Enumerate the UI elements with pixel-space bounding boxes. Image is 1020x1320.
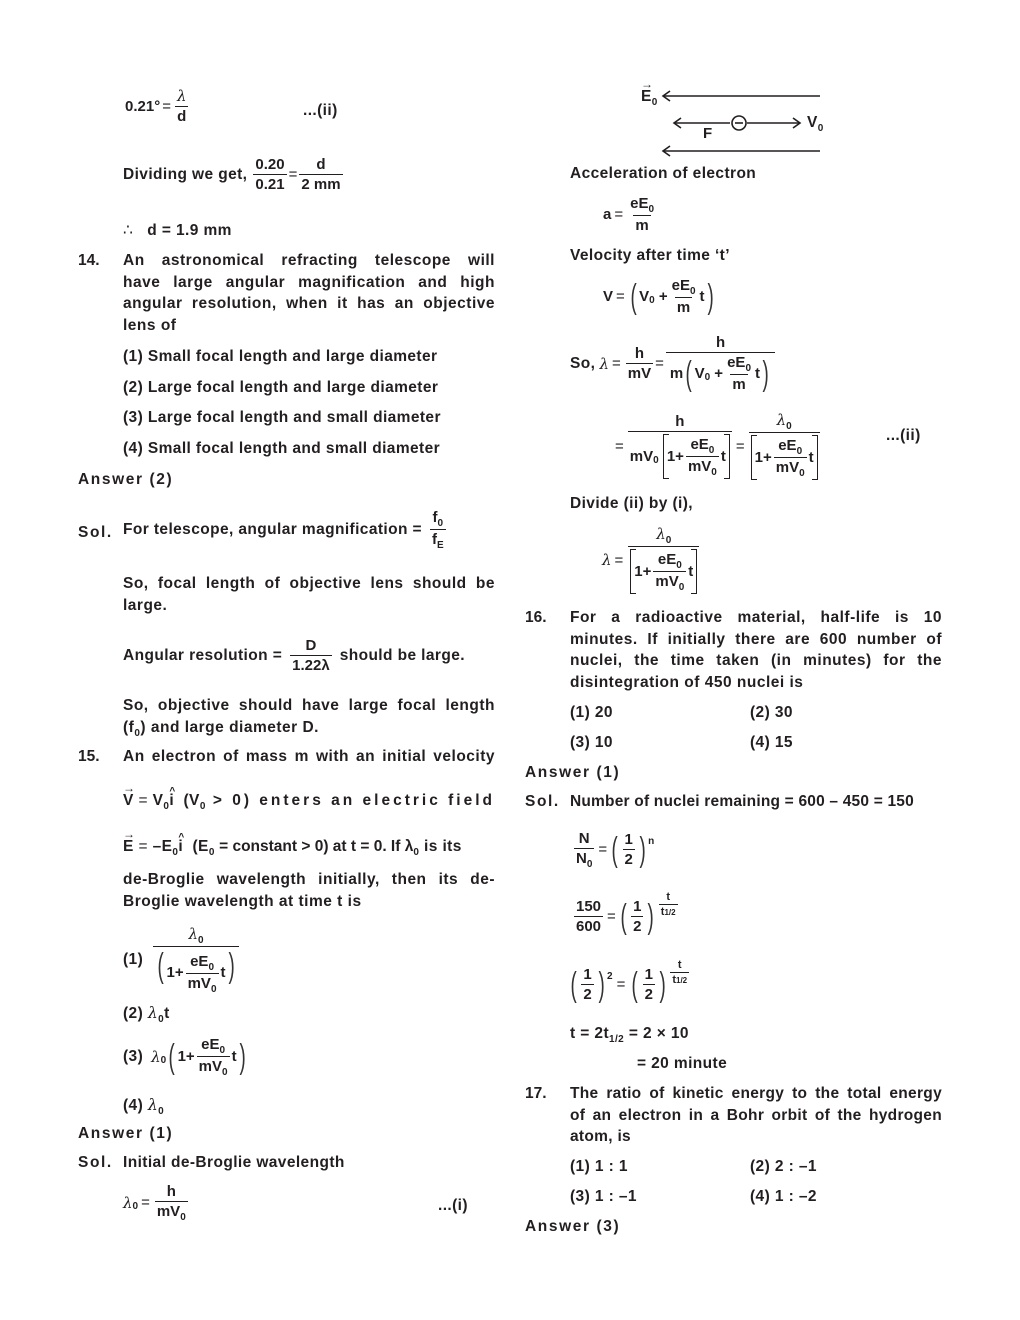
question-line: of an electron in a Bohr orbit of the hydrogen: [570, 1106, 942, 1124]
velocity-vector-line: → $V = V_0\^{}$ i ($V_0$ > 0) enters an electric field: [123, 790, 495, 814]
question-line: atom, is: [570, 1128, 631, 1145]
force-label: F: [703, 125, 713, 142]
velocity-equation: V = ( V 0 + $\frac{eE_0}{m}$ t ): [603, 277, 714, 316]
lambda-result: λ = $\lambda_0$ 1+ $\frac{eE_0}{mV_0}$ t: [602, 526, 701, 594]
option-text: Large focal length and large diameter: [147, 379, 439, 396]
option-label: (4): [750, 734, 771, 751]
subscript: 0: [817, 123, 824, 134]
option-expression: $\lambda_0$ ( 1+ $\frac{eE_0}{mV_0}$ t): [153, 926, 239, 994]
solution-line: large.: [123, 596, 168, 614]
option-label: (4): [123, 440, 144, 457]
text: (V: [183, 792, 200, 809]
magnification-text: For telescope, angular magnification =: [123, 520, 422, 538]
option-2[interactable]: [750, 702, 793, 724]
question-line: Broglie wavelength at time t is: [123, 892, 362, 910]
fraction: [290, 637, 332, 674]
option-label: (1): [123, 950, 144, 968]
option-label: (2): [750, 1158, 771, 1175]
question-line: nuclei, the time taken (in minutes) for the: [570, 652, 942, 669]
option-label: (1): [570, 1158, 591, 1175]
denominator: 1.22λ: [292, 657, 330, 674]
option-4[interactable]: [750, 1186, 817, 1208]
question-line: minutes. If initially there are 600 number of: [570, 630, 942, 648]
question-16-text: [570, 607, 942, 693]
option-text: 1 : –2: [774, 1188, 817, 1205]
option-label: (3): [123, 1047, 144, 1065]
subscript: E: [437, 540, 444, 551]
answer-label: Answer (1): [525, 764, 621, 781]
option-1[interactable]: [123, 346, 437, 368]
field-symbol: → E: [641, 86, 652, 108]
option-2[interactable]: [123, 377, 438, 399]
equation-i: λ 0 = $\frac{h}{mV_0}$: [123, 1183, 186, 1223]
equation-ii-angle: [125, 88, 190, 125]
equation-tag: ...(ii): [303, 102, 338, 119]
option-text: Small focal length and small diameter: [147, 440, 441, 457]
fraction: [430, 509, 446, 550]
option-1[interactable]: [570, 702, 613, 724]
time-result: = 20 minute: [637, 1055, 728, 1072]
angular-resolution-text: Angular resolution =: [123, 646, 283, 664]
solution-text: Number of nuclei remaining = 600 – 450 = 150: [570, 793, 914, 810]
equation-tag: ...(i): [438, 1197, 468, 1214]
dividing-equation: Dividing we get, $\frac{0.20}{0.21}$ = $\frac{d}{2 mm}$: [123, 156, 341, 193]
field-vector-line: → $E = -E_0\^{}$ i ($E_0$ = constant > 0) at t = 0. If $\lambda_0$ is its: [123, 836, 462, 860]
option-label: (1): [570, 704, 591, 721]
option-text: 20: [594, 704, 613, 721]
option-text: 2 : –1: [774, 1158, 817, 1175]
lambda-equation-1: So, λ = $\frac{h}{mV}$ = h m ( V 0 + $\frac{eE_0}{m}$ t ): [570, 334, 777, 393]
question-14-text: [123, 250, 495, 336]
option-4[interactable]: (4) $\lambda_0$: [123, 1096, 165, 1117]
option-label: (3): [570, 1188, 591, 1205]
answer-label: Answer (3): [525, 1218, 621, 1235]
option-label: (2): [123, 379, 144, 396]
numerator: h: [166, 1183, 176, 1200]
question-number-17: 17.: [525, 1085, 547, 1102]
acceleration-equation: a = $\frac{eE_0}{m}$: [603, 195, 655, 234]
denominator: d: [177, 108, 187, 125]
solution-line: So, objective should have large focal length: [123, 697, 495, 714]
option-3[interactable]: [123, 407, 441, 429]
option-2[interactable]: (2) $\lambda_0t$: [123, 1004, 170, 1025]
velocity-label: [807, 112, 824, 136]
option-3[interactable]: [570, 732, 613, 754]
question-line: For a radioactive material, half-life is 10: [570, 609, 942, 626]
acceleration-heading: Acceleration of electron: [570, 165, 757, 182]
option-label: (3): [123, 409, 144, 426]
question-line: de-Broglie wavelength initially, then its de-: [123, 871, 495, 888]
option-label: (1): [123, 348, 144, 365]
denominator: 2 mm: [301, 176, 341, 193]
numerator: 0.20: [255, 156, 285, 173]
decay-equation-3: ( $\frac{1}{2}$ ) 2 = ( $\frac{1}{2}$ ) $\frac{t}{t1/2}$: [570, 958, 688, 1004]
magnification-line: [123, 509, 448, 550]
result-text: d = 1.9 mm: [147, 222, 232, 239]
solution-label: Sol.: [525, 793, 560, 810]
solution-label: Sol.: [78, 1154, 113, 1171]
option-text: 15: [774, 734, 793, 751]
question-15-continued: [123, 869, 495, 912]
option-text: 1 : 1: [594, 1158, 628, 1175]
subscript: 0: [134, 727, 141, 739]
equation-tag: ...(ii): [886, 427, 921, 444]
text: = 2 × 10: [624, 1025, 689, 1042]
dividing-label: Dividing we get,: [123, 165, 248, 183]
velocity-heading: Velocity after time ‘t’: [570, 247, 730, 264]
option-4[interactable]: [123, 438, 440, 460]
numerator: eE: [630, 195, 649, 212]
question-number-15: 15.: [78, 748, 100, 765]
lhs: a: [603, 206, 612, 223]
denominator: f: [432, 531, 437, 548]
divide-text: Divide (ii) by (i),: [570, 495, 693, 512]
subscript: 1/2: [609, 1034, 625, 1045]
eq-lhs: 0.21°: [125, 98, 161, 115]
denominator: 600: [576, 918, 602, 935]
angular-resolution-suffix: should be large.: [339, 646, 465, 664]
time-calculation: [570, 1023, 689, 1047]
fraction: [175, 88, 189, 125]
denominator: mV: [156, 1203, 181, 1220]
numerator: d: [316, 156, 326, 173]
text: t = 2t: [570, 1025, 610, 1042]
option-4[interactable]: [750, 732, 793, 754]
denominator: 0.21: [255, 176, 285, 193]
solution-line: So, focal length of objective lens should be: [123, 575, 495, 592]
option-text: Small focal length and large diameter: [147, 348, 438, 365]
option-text: 30: [774, 704, 793, 721]
fraction-left: [253, 156, 286, 193]
option-text: 1 : –1: [594, 1188, 637, 1205]
text: (f: [123, 718, 135, 736]
velocity-symbol: V: [807, 114, 818, 131]
solution-label: Sol.: [78, 524, 113, 541]
question-line: An electron of mass m with an initial velocity: [123, 748, 495, 765]
numerator: λ: [176, 87, 187, 105]
decay-equation-2: $\frac{150}{600}$ = ( $\frac{1}{2}$ ) $\frac{t}{t1/2}$: [576, 890, 676, 936]
numerator: D: [305, 637, 317, 654]
question-line: have large angular magnification and high: [123, 273, 495, 291]
question-line: The ratio of kinetic energy to the total energy: [570, 1085, 942, 1102]
option-label: (2): [750, 704, 771, 721]
answer-label: Answer (1): [78, 1125, 174, 1142]
denominator: m: [635, 217, 649, 234]
answer-label: Answer (2): [78, 471, 174, 488]
solution-text: Initial de-Broglie wavelength: [123, 1154, 345, 1171]
solution-conclusion: [123, 695, 495, 740]
option-3[interactable]: [570, 1186, 637, 1208]
option-label: (4): [750, 1188, 771, 1205]
question-17-text: [570, 1083, 942, 1148]
question-line: lens of: [123, 316, 177, 334]
subscript: 0: [651, 97, 658, 108]
angular-resolution-line: [123, 637, 465, 674]
text: ) and large diameter D.: [140, 718, 319, 736]
numerator: 150: [576, 898, 602, 915]
question-line: angular resolution, when it has an objective: [123, 295, 495, 312]
question-number-16: 16.: [525, 609, 547, 626]
lambda: λ: [123, 1193, 133, 1212]
text: is its: [419, 838, 462, 855]
solution-paragraph: [123, 573, 495, 616]
decay-equation-1: $\frac{N}{N_0}$ = ( $\frac{1}{2}$ ) n: [576, 830, 655, 870]
question-number-14: 14.: [78, 252, 100, 269]
fraction: $\frac{h}{mV_0}$: [156, 1183, 186, 1223]
eq-sign: =: [162, 98, 171, 115]
subscript: 0: [437, 518, 444, 529]
option-1[interactable]: [570, 1156, 628, 1178]
condition-text: > 0) enters an electric field: [212, 792, 495, 809]
text: = constant > 0) at t = 0. If λ: [214, 838, 414, 855]
lambda-equation-2: = h mV 0 1+ $\frac{eE_0}{mV_0}$ t = $\lambda_0$ 1+ $\frac{eE_0}{mV_0}$ t: [615, 412, 822, 480]
option-1[interactable]: [123, 926, 241, 994]
question-line: disintegration of 450 nuclei is: [570, 673, 804, 691]
option-2[interactable]: [750, 1156, 817, 1178]
option-3[interactable]: (3) λ 0 ( 1+ $\frac{eE_0}{mV_0}$ t ): [123, 1036, 246, 1078]
option-label: (4): [123, 1097, 144, 1114]
so-label: So,: [570, 354, 596, 372]
therefore-icon: ∴: [123, 222, 134, 239]
numerator: f: [432, 509, 438, 526]
therefore-line: [123, 220, 232, 242]
fraction: $\frac{eE_0}{m}$: [630, 195, 655, 234]
text: (E: [192, 838, 209, 855]
question-line: An astronomical refracting telescope will: [123, 252, 495, 269]
option-label: (2): [123, 1005, 144, 1022]
option-label: (3): [570, 734, 591, 751]
option-text: Large focal length and small diameter: [147, 409, 441, 426]
fraction-right: [299, 156, 342, 193]
field-label: [641, 86, 658, 110]
option-text: 10: [594, 734, 613, 751]
